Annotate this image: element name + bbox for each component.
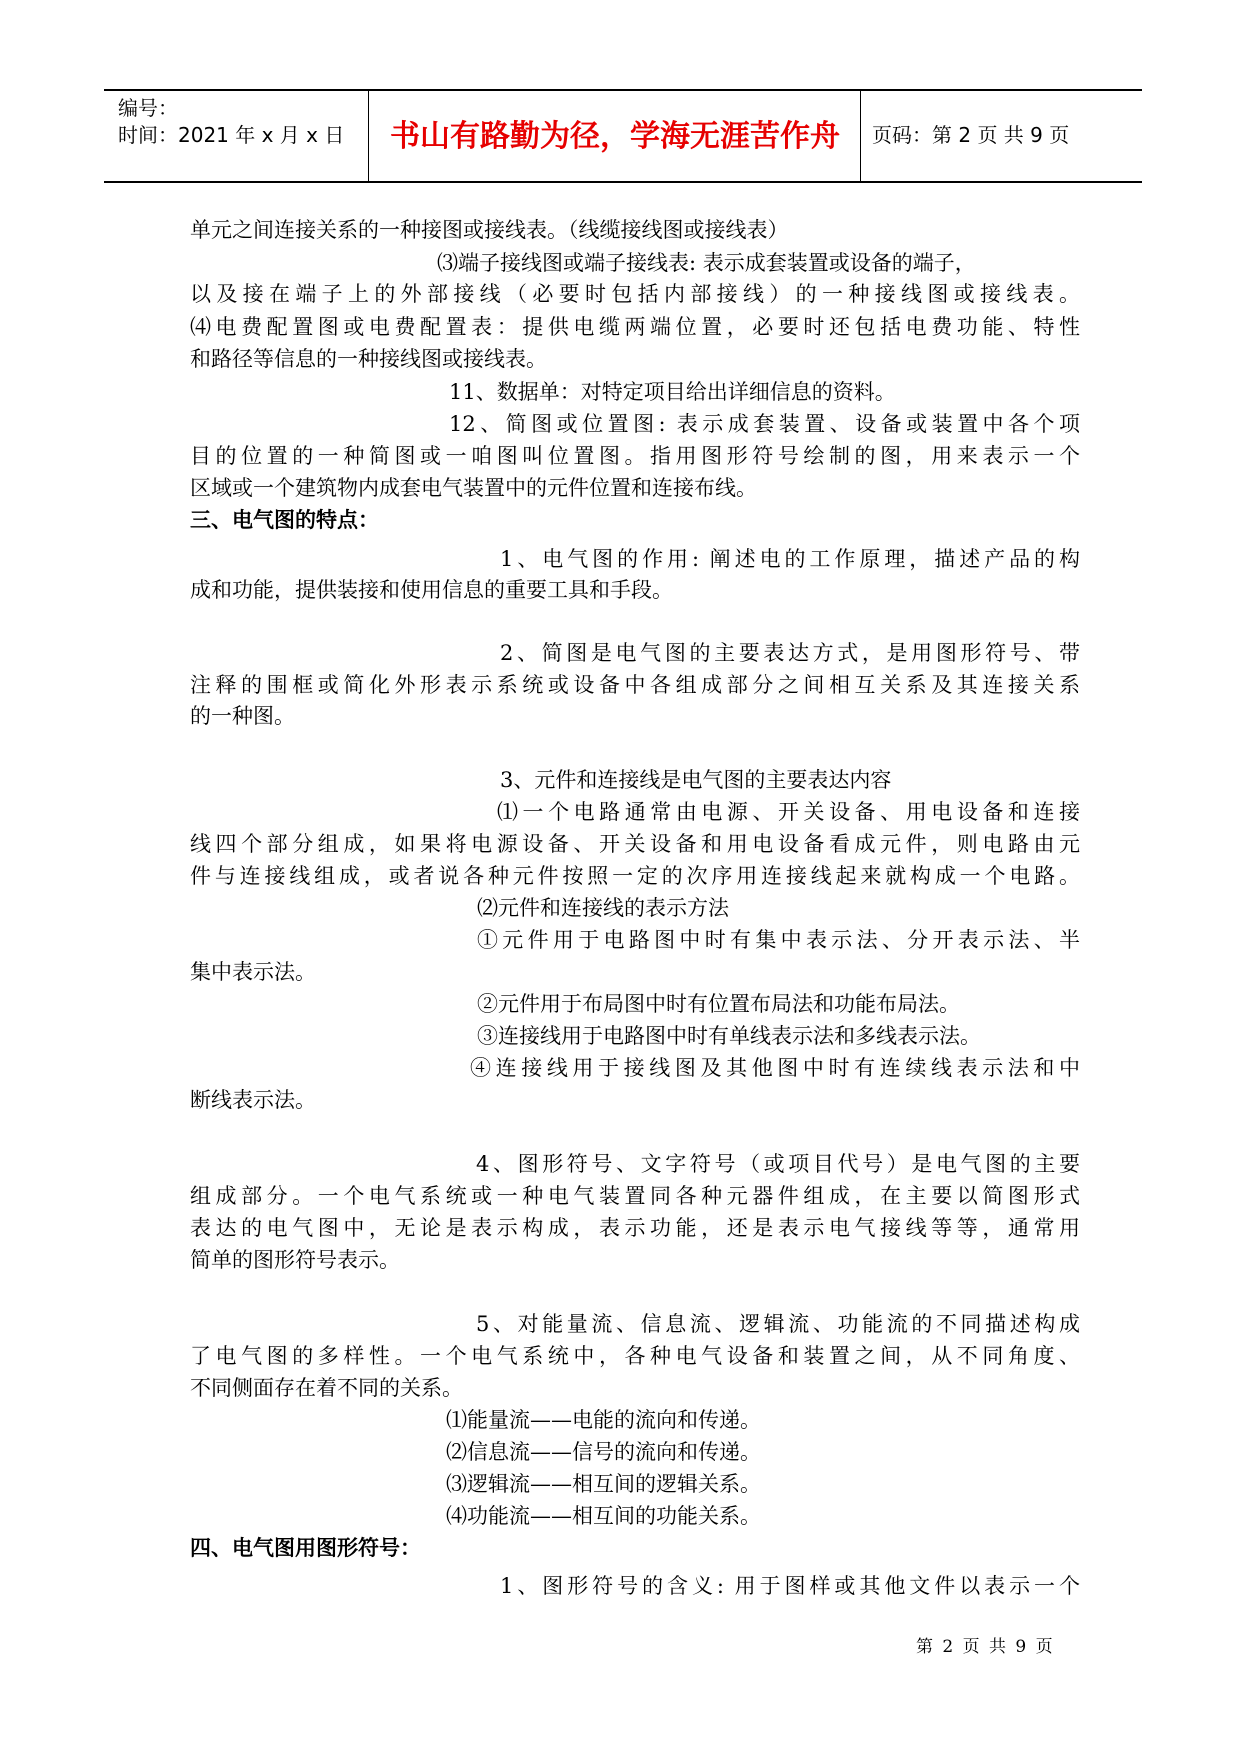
body-line: 4、图形符号、文字符号（或项目代号）是电气图的主要 [476,1152,1080,1176]
body-line: 2、简图是电气图的主要表达方式，是用图形符号、带 [500,641,1080,665]
body-line: ⑵信息流——信号的流向和传递。 [446,1440,761,1464]
body-line: 12、简图或位置图: 表示成套装置、设备或装置中各个项 [449,412,1080,436]
body-line: ⑶端子接线图或端子接线表: 表示成套装置或设备的端子， [437,251,976,275]
body-line: 表达的电气图中，无论是表示构成，表示功能，还是表示电气接线等等，通常用 [190,1216,1080,1240]
body-line: 5、对能量流、信息流、逻辑流、功能流的不同描述构成 [476,1312,1080,1336]
body-line: 以及接在端子上的外部接线（必要时包括内部接线）的一种接线图或接线表。 [190,282,1080,306]
body-line: ④连接线用于接线图及其他图中时有连续线表示法和中 [470,1056,1080,1080]
body-line: ①元件用于电路图中时有集中表示法、分开表示法、半 [477,928,1080,952]
body-line: ⑴一个电路通常由电源、开关设备、用电设备和连接 [497,800,1080,824]
body-line: ⑴能量流——电能的流向和传递。 [446,1408,761,1432]
body-line: 注释的围框或简化外形表示系统或设备中各组成部分之间相互关系及其连接关系 [190,673,1080,697]
header-meta [118,95,344,149]
body-line: 区域或一个建筑物内成套电气装置中的元件位置和连接布线。 [190,476,757,500]
body-line: 1、图形符号的含义: 用于图样或其他文件以表示一个 [500,1574,1080,1598]
body-line: 和路径等信息的一种接线图或接线表。 [190,347,547,371]
body-line: ⑵元件和连接线的表示方法 [477,896,729,920]
header-divider-right [860,89,861,183]
section-heading: 三、电气图的特点： [190,508,379,532]
header-motto: 书山有路勤为径，学海无涯苦作舟 [390,119,840,154]
body-line: ⑶逻辑流——相互间的逻辑关系。 [446,1472,761,1496]
page-header [104,89,1142,183]
body-line: 3、元件和连接线是电气图的主要表达内容 [500,768,892,792]
body-line: 组成部分。一个电气系统或一种电气装置同各种元器件组成，在主要以简图形式 [190,1184,1080,1208]
body-line: ③连接线用于电路图中时有单线表示法和多线表示法。 [477,1024,981,1048]
body-line: 不同侧面存在着不同的关系。 [190,1376,463,1400]
serial-number-label: 编号： [118,96,178,120]
body-line: 1、电气图的作用: 阐述电的工作原理，描述产品的构 [500,547,1080,571]
section-heading: 四、电气图用图形符号： [190,1536,421,1560]
page-footer: 第 2 页 共 9 页 [916,1637,1055,1657]
header-divider-left [368,89,369,183]
body-line: 11、数据单：对特定项目给出详细信息的资料。 [449,380,896,404]
body-line: 线四个部分组成，如果将电源设备、开关设备和用电设备看成元件，则电路由元 [190,832,1080,856]
body-line: 断线表示法。 [190,1088,316,1112]
header-top-rule [104,89,1142,91]
body-line: ⑷功能流——相互间的功能关系。 [446,1504,761,1528]
header-bottom-rule [104,181,1142,183]
body-line: 成和功能，提供装接和使用信息的重要工具和手段。 [190,578,673,602]
date-label: 时间：2021 年 x 月 x 日 [118,123,345,147]
header-page-code: 页码：第 2 页 共 9 页 [872,123,1070,147]
body-line: ⑷电费配置图或电费配置表：提供电缆两端位置，必要时还包括电费功能、特性 [190,315,1080,339]
body-line: 集中表示法。 [190,960,316,984]
body-line: 简单的图形符号表示。 [190,1248,400,1272]
body-line: 了电气图的多样性。一个电气系统中，各种电气设备和装置之间，从不同角度、 [190,1344,1080,1368]
body-line: 件与连接线组成，或者说各种元件按照一定的次序用连接线起来就构成一个电路。 [190,864,1080,888]
body-line: 目的位置的一种简图或一咱图叫位置图。指用图形符号绘制的图，用来表示一个 [190,444,1080,468]
body-line: ②元件用于布局图中时有位置布局法和功能布局法。 [477,992,960,1016]
body-line: 单元之间连接关系的一种接图或接线表。（线缆接线图或接线表） [190,218,789,242]
body-line: 的一种图。 [190,704,295,728]
